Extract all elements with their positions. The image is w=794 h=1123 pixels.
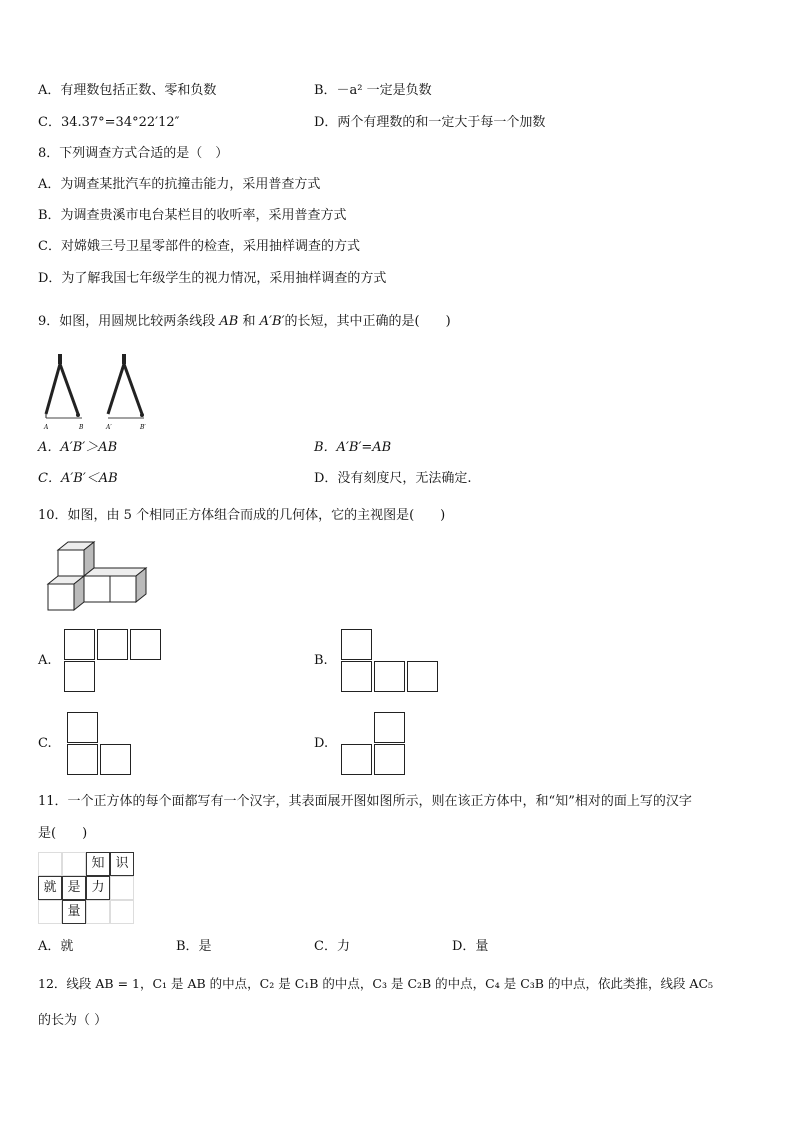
q11-option-a: A．就 <box>38 939 74 954</box>
net-empty-cell <box>38 852 62 876</box>
q9-stem-and: 和 <box>242 314 256 329</box>
q10-option-b-label: B. <box>314 653 328 668</box>
q11-stem-line2: 是( ) <box>38 826 88 841</box>
square <box>374 661 405 692</box>
q9-label-b: B <box>79 424 84 431</box>
square <box>67 744 98 775</box>
q10-option-c-label: C. <box>38 736 52 751</box>
q12-stem-line2: 的长为（ ） <box>38 1013 108 1028</box>
q11-cube-net <box>38 852 138 928</box>
net-empty-cell <box>38 900 62 924</box>
q7-option-d: D．两个有理数的和一定大于每一个加数 <box>314 115 546 130</box>
q10-stem: 10．如图，由 5 个相同正方体组合而成的几何体，它的主视图是( ) <box>38 508 446 523</box>
square <box>341 661 372 692</box>
q9-option-c: C．A′B′＜AB <box>38 471 118 486</box>
square <box>100 744 131 775</box>
q7-option-c: C．34.37°=34°22′12″ <box>38 115 180 130</box>
square <box>407 661 438 692</box>
q10-option-a-label: A. <box>38 653 52 668</box>
square <box>97 629 128 660</box>
square <box>130 629 161 660</box>
q9-segment-ab: AB <box>219 314 239 329</box>
net-empty-cell <box>110 900 134 924</box>
square <box>374 744 405 775</box>
q7-option-a: A．有理数包括正数、零和负数 <box>38 83 217 98</box>
q10-option-a-figure <box>64 629 164 693</box>
square <box>341 744 372 775</box>
net-empty-cell <box>62 852 86 876</box>
net-cell-liang: 量 <box>62 900 86 924</box>
q8-option-c: C．对嫦娥三号卫星零部件的检查，采用抽样调查的方式 <box>38 239 360 254</box>
q9-segment-a2b2: A′B′ <box>259 314 285 329</box>
q11-option-c: C．力 <box>314 939 350 954</box>
q9-option-d: D．没有刻度尺，无法确定. <box>314 471 472 486</box>
net-empty-cell <box>110 876 134 900</box>
q9-option-a: A．A′B′＞AB <box>38 440 118 455</box>
q8-option-b: B．为调查贵溪市电台某栏目的收听率，采用普查方式 <box>38 208 347 223</box>
q9-stem-pre: 9．如图，用圆规比较两条线段 <box>38 314 216 329</box>
net-cell-shi2: 是 <box>62 876 86 900</box>
q10-option-d-figure <box>341 712 411 776</box>
q10-option-b-figure <box>341 629 441 693</box>
q10-option-d-label: D. <box>314 736 329 751</box>
q11-option-d: D．量 <box>452 939 489 954</box>
net-cell-shi: 识 <box>110 852 134 876</box>
q8-option-d: D．为了解我国七年级学生的视力情况，采用抽样调查的方式 <box>38 271 387 286</box>
compass-icon-right <box>108 354 144 417</box>
q9-compass-figure <box>38 352 158 432</box>
q10-option-c-figure <box>67 712 137 776</box>
q9-stem-post: 的长短，其中正确的是( ) <box>284 314 451 329</box>
q8-option-a: A．为调查某批汽车的抗撞击能力，采用普查方式 <box>38 177 321 192</box>
square <box>341 629 372 660</box>
q9-stem <box>38 313 451 331</box>
net-cell-li: 力 <box>86 876 110 900</box>
q9-label-a2: A′ <box>106 424 112 431</box>
square <box>64 629 95 660</box>
square <box>67 712 98 743</box>
q7-option-b: B．－a² 一定是负数 <box>314 83 432 98</box>
q8-stem: 8．下列调查方式合适的是（ ） <box>38 146 229 161</box>
q9-option-b: B．A′B′=AB <box>314 440 392 455</box>
square <box>374 712 405 743</box>
net-cell-jiu: 就 <box>38 876 62 900</box>
q11-stem-line1: 11．一个正方体的每个面都写有一个汉字，其表面展开图如图所示，则在该正方体中，和“知”相对的面上写的汉字 <box>38 794 692 809</box>
q12-stem-line1: 12．线段 AB = 1，C₁ 是 AB 的中点，C₂ 是 C₁B 的中点，C₃ 是 C₂B 的中点，C₄ 是 C₃B 的中点，依此类推，线段 AC₅ <box>38 976 714 991</box>
compass-icon-left <box>46 354 80 418</box>
q9-label-a: A <box>44 424 49 431</box>
net-cell-zhi: 知 <box>86 852 110 876</box>
q11-option-b: B．是 <box>176 939 212 954</box>
q9-label-b2: B′ <box>140 424 146 431</box>
net-empty-cell <box>86 900 110 924</box>
q10-solid-figure <box>44 540 148 616</box>
square <box>64 661 95 692</box>
